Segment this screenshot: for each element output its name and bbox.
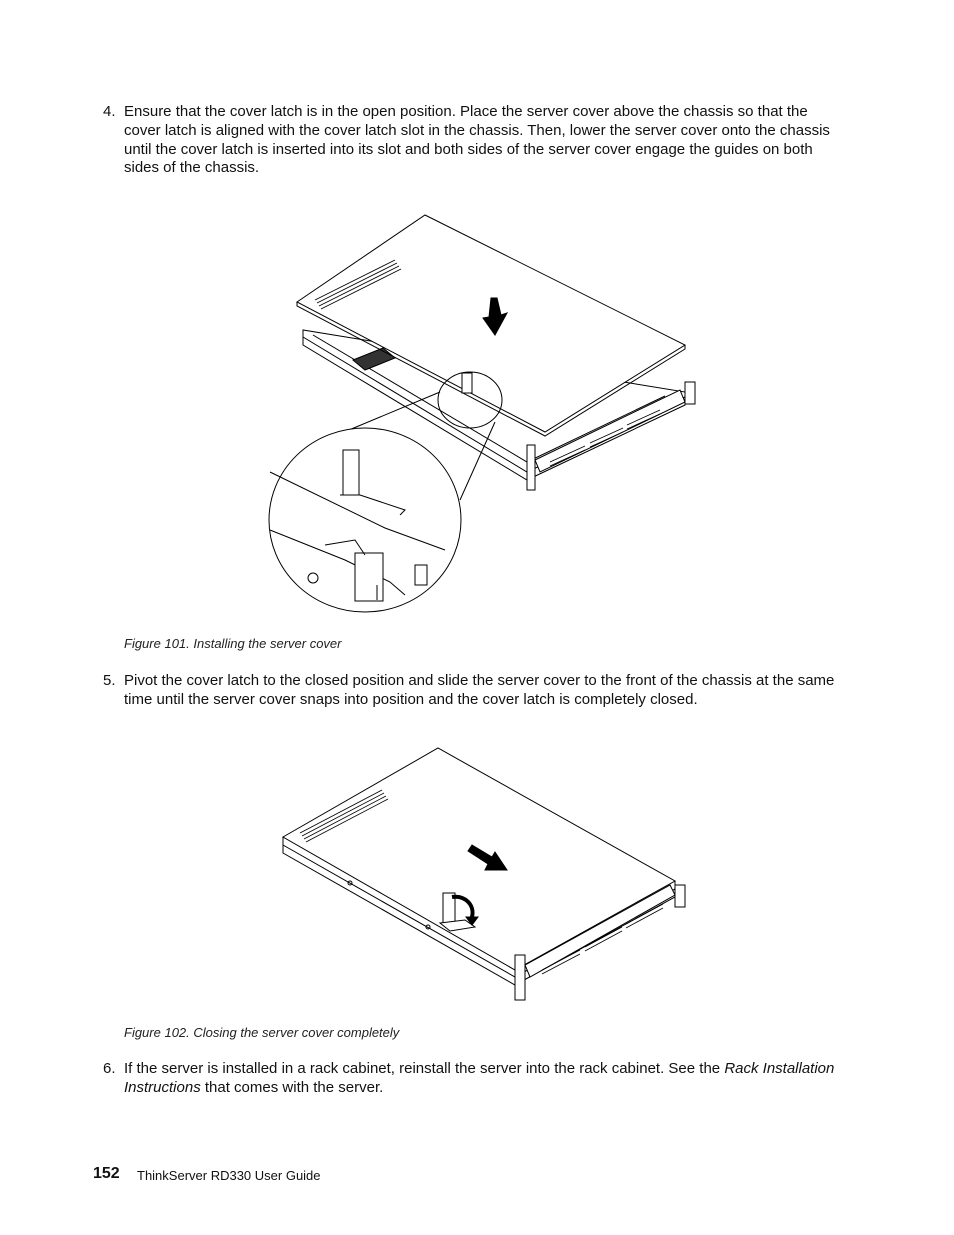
front-handle-right <box>685 382 695 404</box>
step-4 <box>103 103 843 178</box>
step-number: 5. <box>103 672 116 689</box>
front-bezel <box>515 955 525 1000</box>
document-title: ThinkServer RD330 User Guide <box>137 1168 321 1183</box>
figure-102-caption: Figure 102. Closing the server cover completely <box>124 1025 400 1040</box>
front-handle-right <box>675 885 685 907</box>
figure-102-illustration <box>280 745 690 1005</box>
step-5 <box>103 672 843 710</box>
page-number: 152 <box>93 1165 120 1182</box>
step-number: 6. <box>103 1060 116 1077</box>
front-bezel <box>527 445 535 490</box>
step-number: 4. <box>103 103 116 120</box>
figure-101-illustration <box>265 210 705 620</box>
cover-latch <box>462 373 472 393</box>
step-text: Pivot the cover latch to the closed position and slide the server cover to the front of the chassis at the same time until the server cover snaps into position and the cover latch is completely closed. <box>124 672 835 708</box>
step-text: Ensure that the cover latch is in the open position. Place the server cover above the chassis so that the cover latch is aligned with the cover latch slot in the chassis. Then, lower the server cover onto the chassis until the cover latch is inserted into its slot and both sides of the server cover engage the guides on both sides of the chassis. <box>124 103 830 177</box>
figure-101-caption: Figure 101. Installing the server cover <box>124 636 342 651</box>
step-6 <box>103 1060 843 1098</box>
step-text-before: If the server is installed in a rack cabinet, reinstall the server into the rack cabinet. See the <box>124 1060 725 1077</box>
rack-instructions-title: Rack Installation Instructions <box>124 1060 835 1096</box>
step-text-after: that comes with the server. <box>200 1078 384 1096</box>
server-cover <box>283 748 675 970</box>
step-text <box>124 1060 843 1098</box>
